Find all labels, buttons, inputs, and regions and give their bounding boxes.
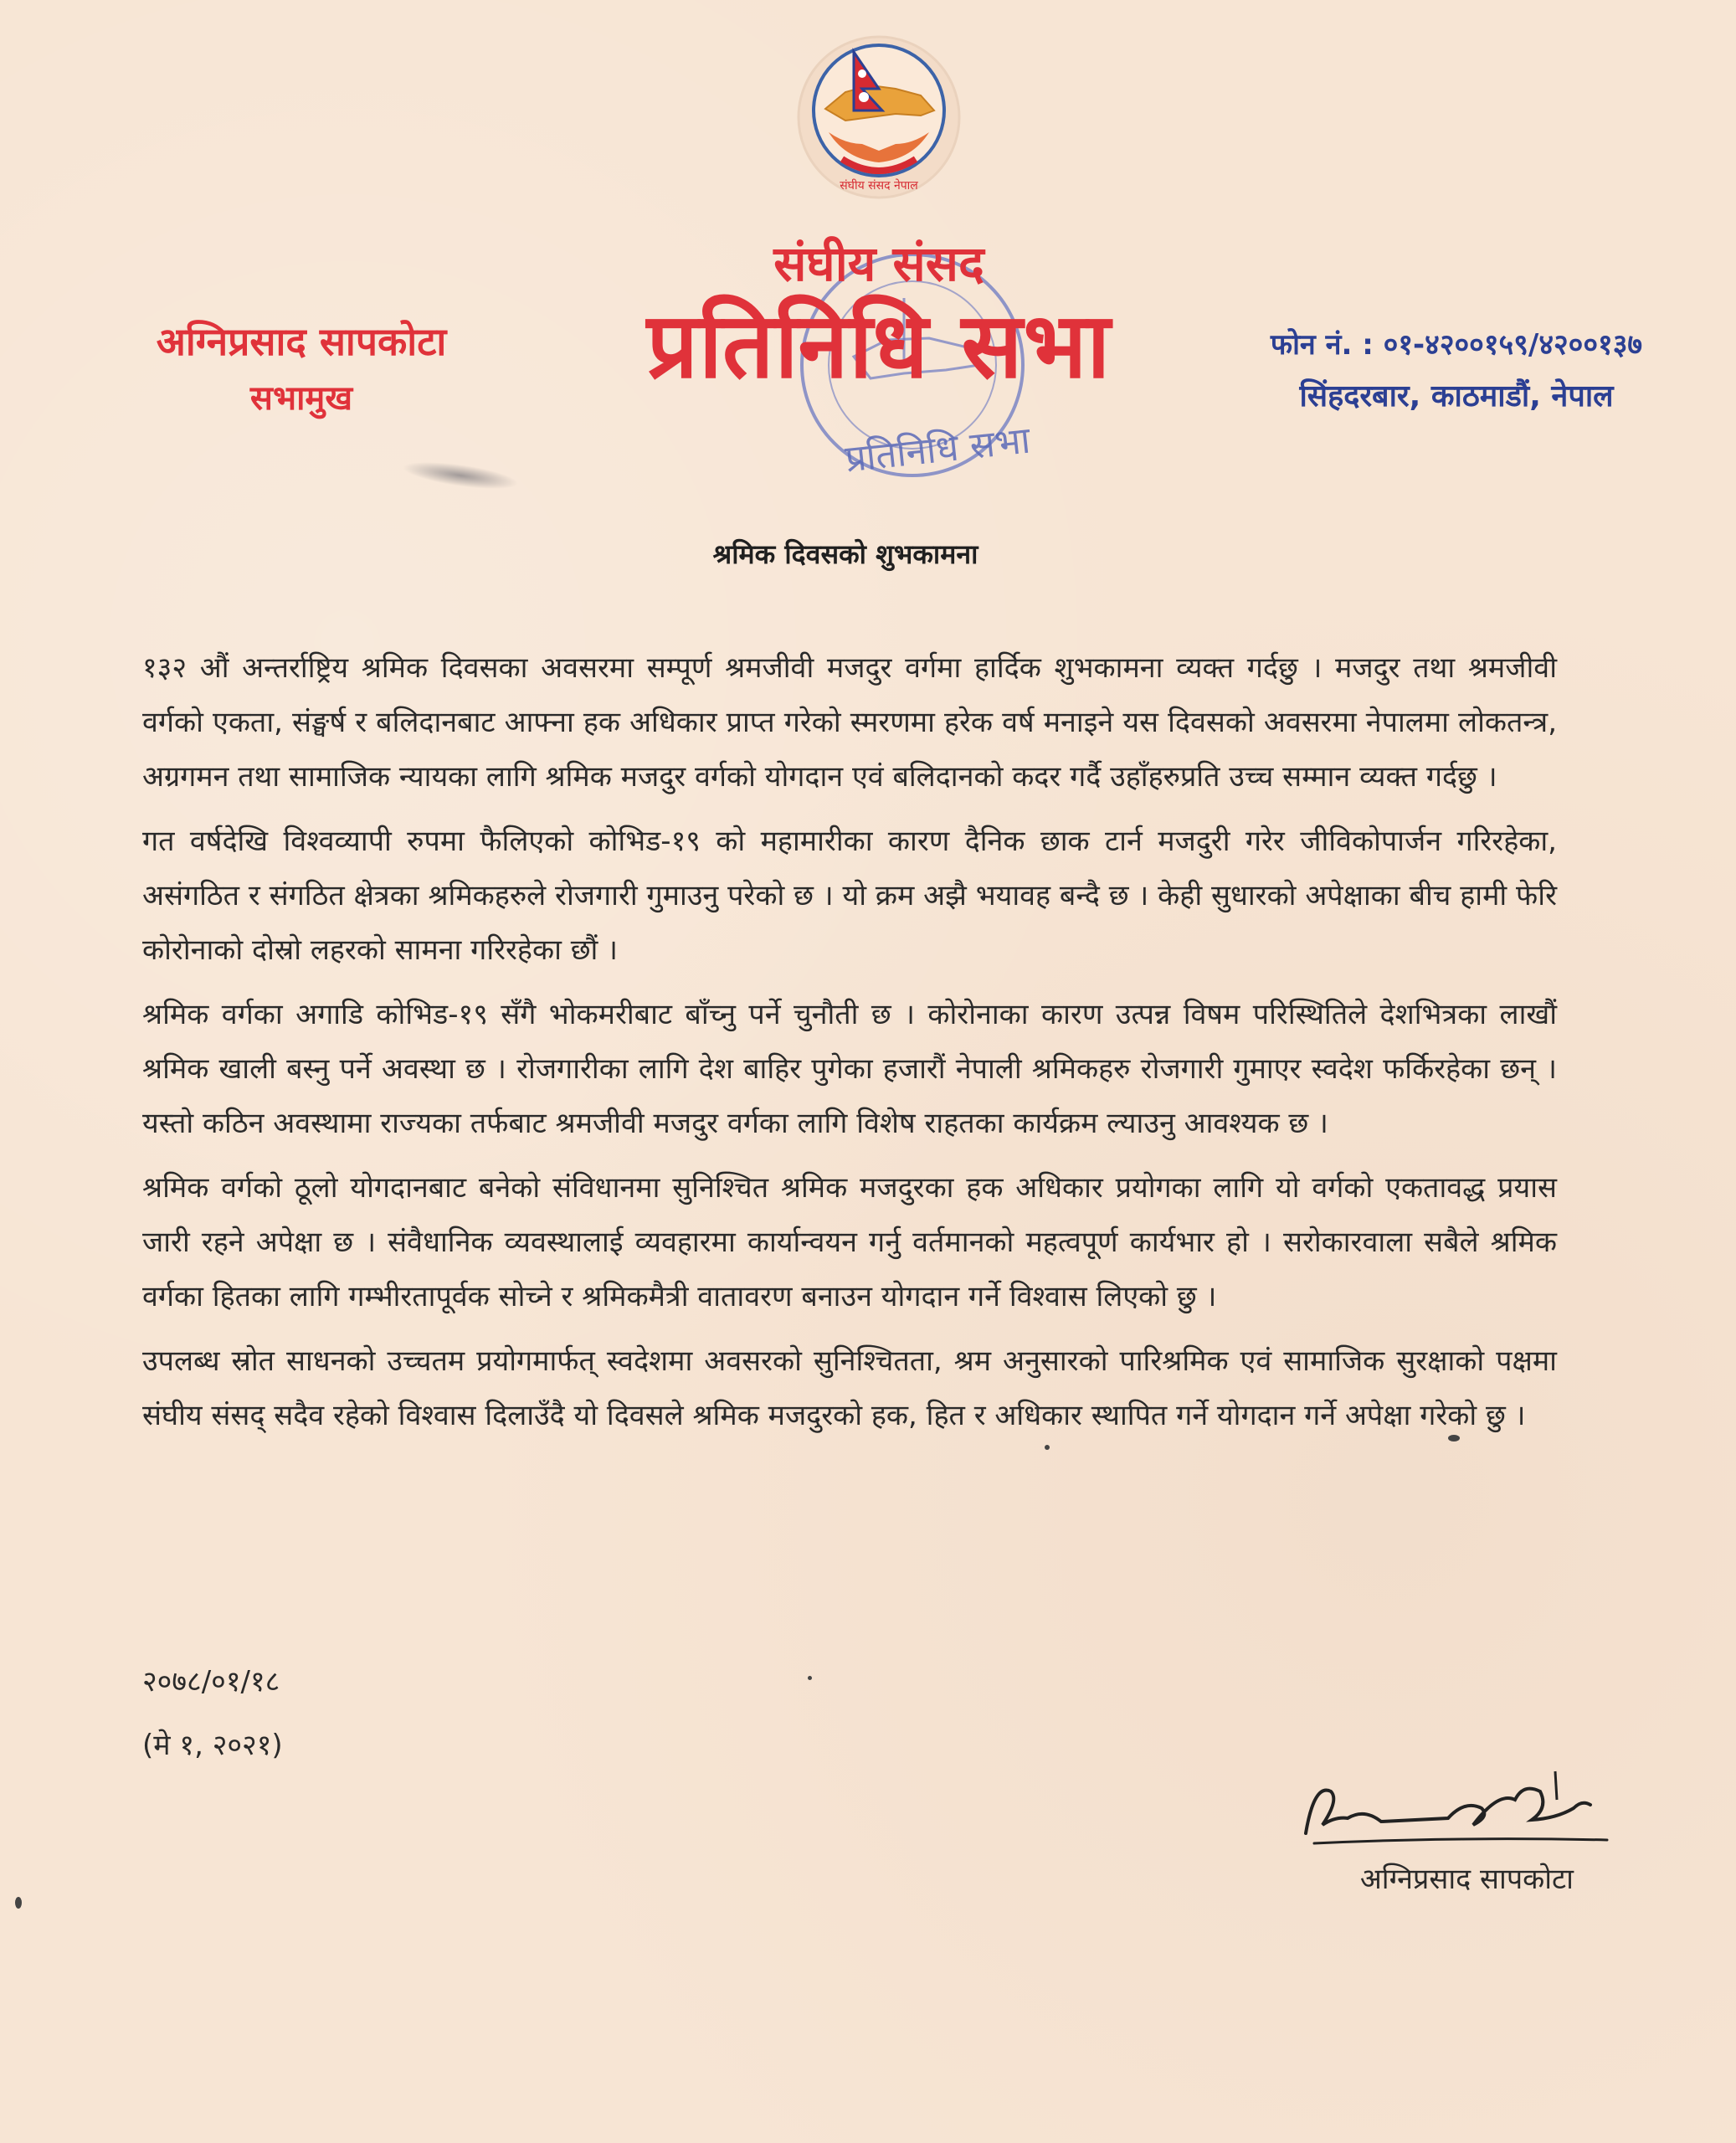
house-of-representatives-label: प्रतिनिधि सभा (646, 294, 1112, 398)
letter-body (142, 641, 1557, 1453)
paragraph-2: गत वर्षदेखि विश्वव्यापी रुपमा फैलिएको कोभिड-१९ को महामारीका कारण दैनिक छाक टार्न मजदुरी गरेर जीविकोपार्जन गरिरहेका, असंगठित र संगठित क्षेत्रका श्रमिकहरुले रोजगारी गुमाउनु परेको छ । यो क्रम अझै भयावह बन्दै छ । केही सुधारको अपेक्षाका बीच हामी फेरि कोरोनाको दोस्रो लहरको सामना गरिरहेका छौं । (142, 825, 1557, 967)
contact-header (1205, 323, 1708, 419)
speaker-role: सभामुख (249, 379, 353, 418)
date-ad: (मे १, २०२१) (142, 1729, 283, 1762)
speaker-name: अग्निप्रसाद सापकोटा (156, 319, 447, 364)
signer-name: अग्निप्रसाद सापकोटा (1359, 1863, 1574, 1896)
stamp-text: प्रतिनिधि सभा (843, 419, 1033, 481)
paper-speck (808, 1676, 812, 1680)
federal-parliament-label: संघीय संसद (773, 235, 984, 292)
phone-number: फोन नं. : ०१-४२००१५९/४२००१३७ (1270, 328, 1643, 362)
date-bs: २०७८/०१/१८ (142, 1665, 280, 1698)
paper-speck (15, 1897, 22, 1909)
paper-speck (1448, 1435, 1460, 1442)
house-header (586, 234, 1172, 397)
handwritten-signature (1289, 1766, 1624, 1858)
paragraph-5: उपलब्ध स्रोत साधनको उच्चतम प्रयोगमार्फत् स्वदेशमा अवसरको सुनिश्चितता, श्रम अनुसारको पारिश्रमिक एवं सामाजिक सुरक्षाको पक्षमा संघीय संसद् सदैव रहेको विश्वास दिलाउँदै यो दिवसले श्रमिक मजदुरको हक, हित र अधिकार स्थापित गर्ने योगदान गर्ने अपेक्षा गरेको छु । (142, 1344, 1557, 1432)
paragraph-4: श्रमिक वर्गको ठूलो योगदानबाट बनेको संविधानमा सुनिश्चित श्रमिक मजदुरका हक अधिकार प्रयोगका लागि यो वर्गको एकतावद्ध प्रयास जारी रहने अपेक्षा छ । संवैधानिक व्यवस्थालाई व्यवहारमा कार्यान्वयन गर्नु वर्तमानको महत्वपूर्ण कार्यभार हो । सरोकारवाला सबैले श्रमिक वर्गका हितका लागि गम्भीरतापूर्वक सोच्ने र श्रमिकमैत्री वातावरण बनाउन योगदान गर्ने विश्वास लिएको छु । (142, 1171, 1557, 1313)
speaker-header (100, 316, 502, 422)
office-address: सिंहदरबार, काठमाडौं, नेपाल (1299, 379, 1614, 414)
emblem-text: संघीय संसद नेपाल (840, 179, 918, 193)
letter-title: श्रमिक दिवसको शुभकामना (712, 538, 978, 570)
paragraph-1: १३२ औं अन्तर्राष्ट्रिय श्रमिक दिवसका अवसरमा सम्पूर्ण श्रमजीवी मजदुर वर्गमा हार्दिक शुभकामना व्यक्त गर्दछु । मजदुर तथा श्रमजीवी वर्गको एकता, संङ्घर्ष र बलिदानबाट आफ्ना हक अधिकार प्राप्त गरेको स्मरणमा हरेक वर्ष मनाइने यस दिवसको अवसरमा नेपालमा लोकतन्त्र, अग्रगमन तथा सामाजिक न्यायका लागि श्रमिक मजदुर वर्गको योगदान एवं बलिदानको कदर गर्दै उहाँहरुप्रति उच्च सम्मान व्यक्त गर्दछु । (142, 651, 1557, 794)
paper-speck (1045, 1445, 1050, 1450)
paragraph-3: श्रमिक वर्गका अगाडि कोभिड-१९ सँगै भोकमरीबाट बाँच्नु पर्ने चुनौती छ । कोरोनाका कारण उत्पन्न विषम परिस्थितिले देशभित्रका लाखौं श्रमिक खाली बस्नु पर्ने अवस्था छ । रोजगारीका लागि देश बाहिर पुगेका हजारौं नेपाली श्रमिकहरु रोजगारी गुमाएर स्वदेश फर्किरहेका छन् । यस्तो कठिन अवस्थामा राज्यका तर्फबाट श्रमजीवी मजदुर वर्गका लागि विशेष राहतका कार्यक्रम ल्याउनु आवश्यक छ । (142, 998, 1557, 1140)
parliament-emblem (795, 33, 963, 201)
